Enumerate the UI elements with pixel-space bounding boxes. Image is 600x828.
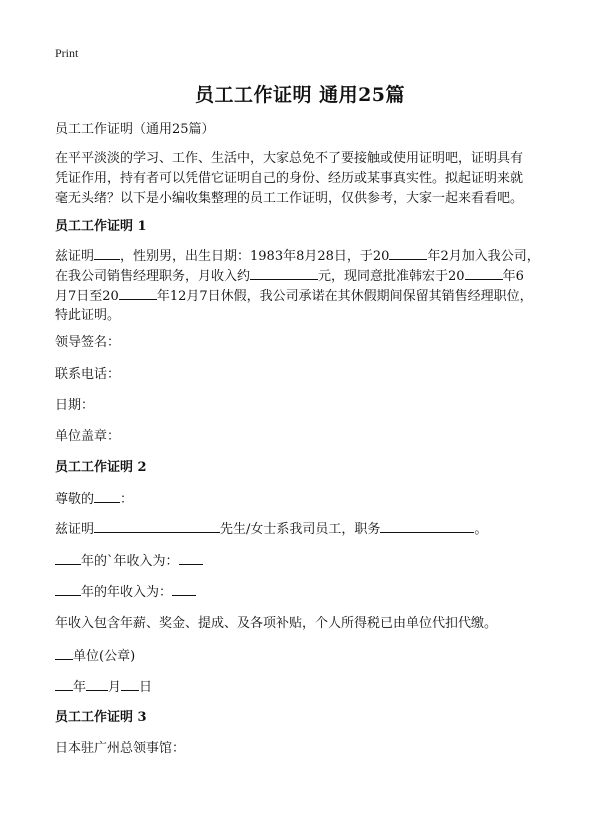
- text: 月7日至20: [55, 289, 119, 304]
- section-1-heading: 员工工作证明 1: [55, 219, 147, 234]
- date-label: 日期：: [55, 398, 95, 413]
- intro-line-3: 毫无头绪？以下是小编收集整理的员工工作证明，仅供参考，大家一起来看看吧。: [55, 191, 524, 206]
- text: 在我公司销售经理职务，月收入约: [55, 269, 251, 284]
- text: 兹证明: [55, 522, 95, 537]
- blank: [94, 488, 120, 503]
- income-line-2: [55, 581, 555, 603]
- blank: [55, 676, 73, 691]
- certify-line: [55, 518, 555, 540]
- section-3-heading: 员工工作证明 3: [55, 710, 147, 725]
- intro-line-1: 在平平淡淡的学习、工作、生活中，大家总免不了要接触或使用证明吧，证明具有: [55, 151, 524, 166]
- section-1-line-4: 特此证明。: [55, 308, 121, 323]
- text: ：: [120, 492, 134, 507]
- intro-line-2: 凭证作用，持有者可以凭借它证明自己的身份、经历或某事真实性。拟起证明来就: [55, 171, 524, 186]
- blank: [179, 550, 203, 565]
- subtitle: 员工工作证明（通用25篇）: [55, 122, 215, 137]
- section-1-line-2: [55, 265, 555, 287]
- text: 兹证明: [55, 249, 95, 264]
- blank: [380, 518, 474, 533]
- text: 年2月加入我公司，: [427, 249, 540, 264]
- text: 元，现同意批准韩宏于20: [318, 269, 465, 284]
- text: 年12月7日休假，我公司承诺在其休假期间保留其销售经理职位，: [156, 289, 533, 304]
- blank: [119, 285, 157, 300]
- income-line-1: [55, 550, 555, 572]
- blank: [86, 676, 108, 691]
- text: 单位(公章): [73, 649, 136, 664]
- blank: [465, 265, 503, 280]
- unit-seal-label: 单位盖章：: [55, 429, 121, 444]
- blank: [55, 550, 81, 565]
- text: ，性别男，出生日期：1983年8月28日，于20: [120, 249, 390, 264]
- blank: [389, 245, 427, 260]
- text: 年的年收入为：: [81, 585, 173, 600]
- text: 先生/女士系我司员工，职务: [220, 522, 381, 537]
- blank: [55, 581, 81, 596]
- text: 年6: [502, 269, 524, 284]
- blank: [94, 245, 120, 260]
- section-2-heading: 员工工作证明 2: [55, 460, 147, 475]
- section-1-line-3: [55, 285, 555, 307]
- print-link[interactable]: Print: [55, 46, 79, 60]
- leader-signature-label: 领导签名：: [55, 335, 121, 350]
- blank: [121, 676, 139, 691]
- blank: [172, 581, 196, 596]
- section-1-line-1: [55, 245, 555, 267]
- text: 。: [474, 522, 488, 537]
- section-3-line-1: 日本驻广州总领事馆：: [55, 741, 186, 756]
- page-title: 员工工作证明 通用25篇: [194, 84, 406, 106]
- contact-phone-label: 联系电话：: [55, 367, 121, 382]
- date-line: [55, 676, 555, 698]
- text: 日: [139, 680, 153, 695]
- text: 年的`年收入为：: [81, 554, 179, 569]
- blank: [94, 518, 220, 533]
- text: 尊敬的: [55, 492, 95, 507]
- blank: [250, 265, 318, 280]
- unit-seal-line: [55, 645, 555, 667]
- greeting-line: [55, 488, 555, 510]
- blank: [55, 645, 73, 660]
- text: 年: [73, 680, 87, 695]
- text: 月: [108, 680, 122, 695]
- income-note: 年收入包含年薪、奖金、提成、及各项补贴，个人所得税已由单位代扣代缴。: [55, 616, 498, 631]
